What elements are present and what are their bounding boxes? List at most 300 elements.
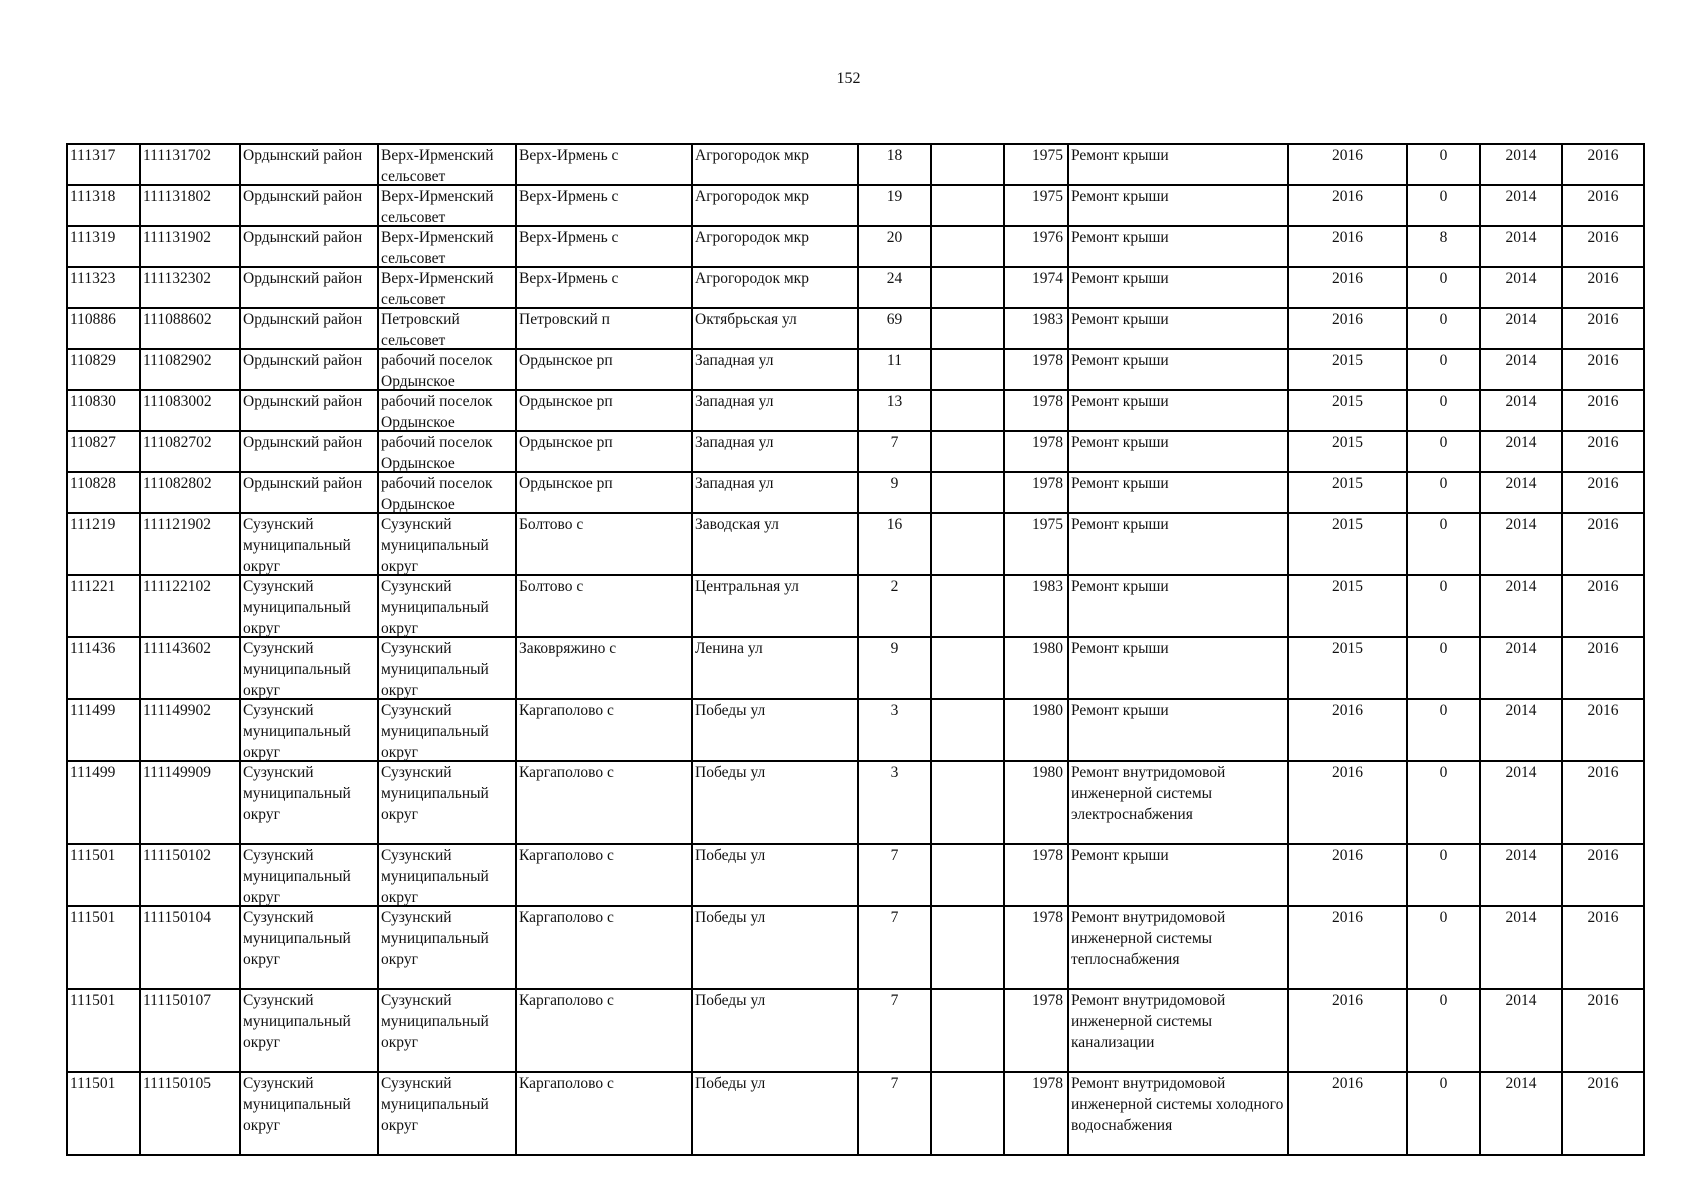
cell-municipality-text: Сузунский муниципальный округ — [381, 516, 489, 574]
cell-work-type-text: Ремонт внутридомовой инженерной системы канализации — [1071, 992, 1226, 1051]
cell-planned-year — [1288, 513, 1407, 575]
cell-street — [692, 575, 858, 637]
cell-building-text — [934, 391, 1001, 430]
table-row — [67, 390, 1644, 431]
cell-build-year-text: 1975 — [1032, 188, 1063, 205]
cell-work-id-text: 111149909 — [143, 764, 212, 781]
cell-house-id — [67, 185, 140, 226]
cell-planned-year-text: 2015 — [1332, 516, 1363, 533]
cell-house-id — [67, 267, 140, 308]
cell-building — [931, 431, 1004, 472]
cell-work-type — [1068, 390, 1288, 431]
cell-house-number — [858, 989, 931, 1072]
cell-build-year-text: 1978 — [1032, 909, 1063, 926]
page-number: 152 — [836, 70, 861, 87]
cell-period-start — [1480, 906, 1562, 989]
cell-municipality-text: Верх-Ирменский сельсовет — [381, 188, 494, 225]
cell-period-end-text: 2016 — [1587, 352, 1619, 369]
cell-work-type-text: Ремонт крыши — [1071, 188, 1169, 205]
cell-street-text: Октябрьская ул — [695, 311, 797, 328]
cell-house-id-text: 111319 — [70, 229, 116, 246]
cell-period-end-text: 2016 — [1587, 1075, 1619, 1092]
cell-value — [1407, 226, 1480, 267]
cell-work-type-text: Ремонт крыши — [1071, 847, 1169, 864]
cell-house-number — [858, 226, 931, 267]
cell-work-id-text: 111149902 — [143, 702, 212, 719]
cell-work-type-text: Ремонт крыши — [1071, 578, 1169, 595]
cell-settlement-text: Каргаполово с — [519, 909, 614, 926]
table-row — [67, 349, 1644, 390]
cell-street — [692, 637, 858, 699]
cell-district — [240, 267, 378, 308]
cell-work-id — [140, 513, 240, 575]
cell-planned-year-text: 2016 — [1332, 311, 1363, 328]
cell-period-start-text: 2014 — [1505, 475, 1537, 492]
cell-district — [240, 226, 378, 267]
cell-building — [931, 185, 1004, 226]
cell-period-end — [1562, 431, 1644, 472]
cell-building-text — [934, 845, 1001, 905]
cell-house-id — [67, 513, 140, 575]
cell-settlement-text: Каргаполово с — [519, 847, 614, 864]
cell-build-year — [1004, 989, 1068, 1072]
cell-period-end-text: 2016 — [1587, 764, 1619, 781]
cell-municipality — [378, 575, 516, 637]
cell-value — [1407, 308, 1480, 349]
cell-value — [1407, 349, 1480, 390]
cell-work-type — [1068, 349, 1288, 390]
cell-district-text: Ордынский район — [243, 147, 363, 164]
cell-work-id-text: 111132302 — [143, 270, 212, 287]
cell-municipality-text: рабочий поселок Ордынское — [381, 352, 493, 389]
cell-period-start — [1480, 989, 1562, 1072]
cell-period-end — [1562, 185, 1644, 226]
cell-planned-year — [1288, 699, 1407, 761]
cell-value — [1407, 637, 1480, 699]
cell-street — [692, 1072, 858, 1155]
cell-work-type-text: Ремонт внутридомовой инженерной системы электроснабжения — [1071, 764, 1226, 823]
cell-value-text: 0 — [1439, 516, 1448, 533]
cell-street-text: Центральная ул — [695, 578, 799, 595]
cell-work-type — [1068, 185, 1288, 226]
table-row — [67, 144, 1644, 185]
cell-build-year-text: 1978 — [1032, 992, 1063, 1009]
cell-municipality-text: Сузунский муниципальный округ — [381, 1075, 489, 1134]
cell-house-id-text: 111221 — [70, 578, 116, 595]
cell-settlement — [516, 699, 692, 761]
cell-house-number-text: 69 — [886, 311, 903, 328]
cell-value — [1407, 431, 1480, 472]
cell-value — [1407, 761, 1480, 844]
cell-settlement-text: Каргаполово с — [519, 702, 614, 719]
cell-district — [240, 390, 378, 431]
cell-house-id — [67, 472, 140, 513]
cell-value-text: 0 — [1439, 352, 1448, 369]
cell-value-text: 0 — [1439, 992, 1448, 1009]
cell-district-text: Сузунский муниципальный округ — [243, 764, 351, 823]
cell-house-number — [858, 699, 931, 761]
cell-district — [240, 844, 378, 906]
cell-street — [692, 185, 858, 226]
cell-municipality-text: Петровский сельсовет — [381, 311, 460, 348]
cell-district-text: Сузунский муниципальный округ — [243, 992, 351, 1051]
cell-value — [1407, 699, 1480, 761]
cell-period-start-text: 2014 — [1505, 311, 1537, 328]
cell-work-id — [140, 637, 240, 699]
cell-period-end-text: 2016 — [1587, 311, 1619, 328]
cell-house-id-text: 110827 — [70, 434, 116, 451]
cell-house-id-text: 111501 — [70, 1075, 116, 1092]
cell-period-end-text: 2016 — [1587, 434, 1619, 451]
cell-district-text: Сузунский муниципальный округ — [243, 640, 351, 698]
cell-street-text: Победы ул — [695, 764, 766, 781]
cell-street-text: Заводская ул — [695, 516, 779, 533]
cell-work-id — [140, 906, 240, 989]
cell-period-end — [1562, 513, 1644, 575]
cell-work-type-text: Ремонт крыши — [1071, 311, 1169, 328]
cell-house-number — [858, 431, 931, 472]
cell-street — [692, 472, 858, 513]
cell-work-type — [1068, 267, 1288, 308]
cell-building-text — [934, 432, 1001, 471]
cell-work-id-text: 111150102 — [143, 847, 212, 864]
cell-work-id-text: 111122102 — [143, 578, 212, 595]
cell-period-end — [1562, 989, 1644, 1072]
cell-period-end — [1562, 144, 1644, 185]
cell-house-id — [67, 390, 140, 431]
cell-value-text: 0 — [1439, 909, 1448, 926]
cell-municipality-text: Верх-Ирменский сельсовет — [381, 229, 494, 266]
cell-street-text: Победы ул — [695, 702, 766, 719]
cell-municipality — [378, 390, 516, 431]
cell-settlement — [516, 761, 692, 844]
cell-district-text: Ордынский район — [243, 352, 363, 369]
cell-work-type-text: Ремонт внутридомовой инженерной системы теплоснабжения — [1071, 909, 1226, 968]
cell-work-id — [140, 989, 240, 1072]
cell-building-text — [934, 907, 1001, 988]
cell-building — [931, 906, 1004, 989]
cell-period-start-text: 2014 — [1505, 270, 1537, 287]
cell-house-number — [858, 390, 931, 431]
cell-settlement — [516, 989, 692, 1072]
cell-build-year — [1004, 390, 1068, 431]
cell-build-year-text: 1978 — [1032, 847, 1063, 864]
cell-work-id — [140, 472, 240, 513]
cell-work-id-text: 111088602 — [143, 311, 212, 328]
cell-district-text: Ордынский район — [243, 311, 363, 328]
cell-district — [240, 575, 378, 637]
cell-period-start-text: 2014 — [1505, 764, 1537, 781]
cell-house-number-text: 13 — [886, 393, 903, 410]
cell-planned-year-text: 2015 — [1332, 578, 1363, 595]
table-body — [67, 144, 1644, 1155]
cell-house-id-text: 110828 — [70, 475, 116, 492]
cell-building-text — [934, 186, 1001, 225]
cell-settlement — [516, 637, 692, 699]
cell-municipality — [378, 699, 516, 761]
cell-period-end — [1562, 699, 1644, 761]
cell-planned-year — [1288, 349, 1407, 390]
cell-period-start-text: 2014 — [1505, 393, 1537, 410]
cell-street-text: Западная ул — [695, 393, 774, 410]
cell-house-id-text: 111317 — [70, 147, 116, 164]
cell-period-start — [1480, 390, 1562, 431]
cell-house-id-text: 111323 — [70, 270, 116, 287]
cell-settlement-text: Ордынское рп — [519, 352, 613, 369]
cell-build-year-text: 1978 — [1032, 1075, 1063, 1092]
cell-work-type-text: Ремонт крыши — [1071, 475, 1169, 492]
cell-settlement-text: Ордынское рп — [519, 475, 613, 492]
cell-street — [692, 699, 858, 761]
cell-work-id — [140, 349, 240, 390]
cell-planned-year-text: 2016 — [1332, 1075, 1363, 1092]
cell-build-year — [1004, 637, 1068, 699]
cell-period-end — [1562, 226, 1644, 267]
cell-house-number-text: 3 — [890, 702, 899, 719]
cell-value — [1407, 906, 1480, 989]
cell-house-id — [67, 906, 140, 989]
cell-building — [931, 472, 1004, 513]
cell-street-text: Агрогородок мкр — [695, 270, 809, 287]
cell-planned-year-text: 2016 — [1332, 702, 1363, 719]
cell-value — [1407, 267, 1480, 308]
cell-build-year — [1004, 844, 1068, 906]
cell-municipality-text: рабочий поселок Ордынское — [381, 475, 493, 512]
cell-planned-year — [1288, 844, 1407, 906]
cell-house-id-text: 111501 — [70, 847, 116, 864]
cell-work-type-text: Ремонт крыши — [1071, 434, 1169, 451]
cell-work-type — [1068, 989, 1288, 1072]
cell-municipality-text: Сузунский муниципальный округ — [381, 847, 489, 905]
cell-house-number-text: 7 — [890, 434, 899, 451]
cell-street-text: Агрогородок мкр — [695, 229, 809, 246]
cell-planned-year — [1288, 226, 1407, 267]
cell-district-text: Сузунский муниципальный округ — [243, 847, 351, 905]
registry-table — [66, 143, 1645, 1156]
cell-planned-year — [1288, 637, 1407, 699]
cell-period-end — [1562, 472, 1644, 513]
cell-street-text: Агрогородок мкр — [695, 147, 809, 164]
cell-value — [1407, 472, 1480, 513]
cell-municipality-text: Верх-Ирменский сельсовет — [381, 270, 494, 307]
cell-work-id-text: 111150107 — [143, 992, 212, 1009]
cell-settlement — [516, 226, 692, 267]
cell-house-id-text: 110829 — [70, 352, 116, 369]
cell-planned-year — [1288, 989, 1407, 1072]
cell-planned-year-text: 2015 — [1332, 475, 1363, 492]
cell-planned-year-text: 2016 — [1332, 992, 1363, 1009]
cell-building-text — [934, 762, 1001, 843]
cell-street — [692, 267, 858, 308]
cell-planned-year — [1288, 575, 1407, 637]
cell-build-year — [1004, 185, 1068, 226]
cell-work-id — [140, 431, 240, 472]
cell-district-text: Ордынский район — [243, 434, 363, 451]
cell-work-id — [140, 226, 240, 267]
cell-build-year-text: 1976 — [1032, 229, 1063, 246]
cell-settlement — [516, 390, 692, 431]
table-row — [67, 989, 1644, 1072]
cell-building — [931, 575, 1004, 637]
cell-period-start-text: 2014 — [1505, 847, 1537, 864]
cell-building — [931, 390, 1004, 431]
cell-building — [931, 226, 1004, 267]
cell-build-year — [1004, 906, 1068, 989]
cell-build-year — [1004, 144, 1068, 185]
cell-street-text: Западная ул — [695, 434, 774, 451]
cell-work-type — [1068, 472, 1288, 513]
cell-period-start — [1480, 513, 1562, 575]
cell-build-year-text: 1978 — [1032, 352, 1063, 369]
cell-settlement — [516, 308, 692, 349]
cell-period-end — [1562, 761, 1644, 844]
cell-work-id — [140, 844, 240, 906]
cell-municipality — [378, 349, 516, 390]
cell-district — [240, 144, 378, 185]
cell-municipality — [378, 185, 516, 226]
cell-house-number-text: 7 — [890, 909, 899, 926]
cell-settlement — [516, 575, 692, 637]
cell-value — [1407, 844, 1480, 906]
cell-period-end-text: 2016 — [1587, 229, 1619, 246]
table-row — [67, 699, 1644, 761]
cell-work-id — [140, 267, 240, 308]
cell-house-number-text: 7 — [890, 992, 899, 1009]
cell-work-id-text: 111150104 — [143, 909, 212, 926]
cell-house-number — [858, 906, 931, 989]
cell-house-number — [858, 844, 931, 906]
cell-work-id — [140, 575, 240, 637]
cell-house-id-text: 111499 — [70, 764, 116, 781]
cell-district — [240, 472, 378, 513]
cell-value-text: 0 — [1439, 702, 1448, 719]
cell-house-number-text: 20 — [886, 229, 903, 246]
cell-build-year-text: 1975 — [1032, 516, 1063, 533]
cell-building — [931, 513, 1004, 575]
cell-house-number-text: 18 — [886, 147, 903, 164]
cell-period-start-text: 2014 — [1505, 434, 1537, 451]
cell-district — [240, 989, 378, 1072]
cell-work-id-text: 111082802 — [143, 475, 212, 492]
cell-work-id-text: 111083002 — [143, 393, 212, 410]
cell-house-number-text: 7 — [890, 847, 899, 864]
cell-work-id — [140, 699, 240, 761]
cell-period-end-text: 2016 — [1587, 992, 1619, 1009]
cell-build-year-text: 1978 — [1032, 475, 1063, 492]
cell-settlement — [516, 844, 692, 906]
cell-value — [1407, 989, 1480, 1072]
cell-build-year — [1004, 699, 1068, 761]
cell-value-text: 0 — [1439, 640, 1448, 657]
cell-period-start-text: 2014 — [1505, 147, 1537, 164]
cell-value-text: 0 — [1439, 311, 1448, 328]
cell-municipality — [378, 761, 516, 844]
cell-house-id — [67, 431, 140, 472]
cell-settlement-text: Верх-Ирмень с — [519, 270, 619, 287]
cell-house-number-text: 24 — [886, 270, 903, 287]
cell-municipality — [378, 637, 516, 699]
cell-district-text: Сузунский муниципальный округ — [243, 702, 351, 760]
cell-district-text: Ордынский район — [243, 393, 363, 410]
cell-house-number-text: 7 — [890, 1075, 899, 1092]
cell-building — [931, 144, 1004, 185]
cell-work-type — [1068, 844, 1288, 906]
cell-municipality-text: Верх-Ирменский сельсовет — [381, 147, 494, 184]
cell-street-text: Западная ул — [695, 352, 774, 369]
cell-planned-year-text: 2016 — [1332, 229, 1363, 246]
cell-house-number — [858, 144, 931, 185]
cell-street — [692, 513, 858, 575]
cell-house-id — [67, 761, 140, 844]
cell-house-number-text: 16 — [886, 516, 903, 533]
cell-planned-year-text: 2016 — [1332, 147, 1363, 164]
cell-work-id-text: 111082702 — [143, 434, 212, 451]
cell-house-id-text: 111318 — [70, 188, 116, 205]
cell-district — [240, 349, 378, 390]
cell-house-id — [67, 308, 140, 349]
cell-work-type-text: Ремонт крыши — [1071, 516, 1169, 533]
cell-work-id-text: 111131802 — [143, 188, 212, 205]
cell-district — [240, 637, 378, 699]
cell-street — [692, 431, 858, 472]
cell-building-text — [934, 990, 1001, 1071]
cell-period-end — [1562, 844, 1644, 906]
cell-settlement-text: Верх-Ирмень с — [519, 229, 619, 246]
cell-planned-year — [1288, 906, 1407, 989]
cell-period-end-text: 2016 — [1587, 847, 1619, 864]
cell-building-text — [934, 473, 1001, 512]
cell-planned-year — [1288, 472, 1407, 513]
cell-house-id-text: 110886 — [70, 311, 116, 328]
cell-municipality — [378, 844, 516, 906]
cell-house-id — [67, 575, 140, 637]
cell-building — [931, 761, 1004, 844]
cell-period-start-text: 2014 — [1505, 640, 1537, 657]
cell-street — [692, 844, 858, 906]
cell-period-start — [1480, 844, 1562, 906]
cell-build-year-text: 1983 — [1032, 311, 1063, 328]
table-row — [67, 267, 1644, 308]
cell-municipality-text: Сузунский муниципальный округ — [381, 702, 489, 760]
cell-district — [240, 906, 378, 989]
cell-period-end-text: 2016 — [1587, 640, 1619, 657]
cell-street — [692, 761, 858, 844]
cell-planned-year-text: 2016 — [1332, 847, 1363, 864]
cell-settlement-text: Заковряжино с — [519, 640, 617, 657]
cell-house-number-text: 9 — [890, 640, 899, 657]
cell-street — [692, 226, 858, 267]
cell-build-year — [1004, 226, 1068, 267]
cell-build-year — [1004, 761, 1068, 844]
cell-build-year-text: 1978 — [1032, 434, 1063, 451]
cell-house-number-text: 11 — [887, 352, 902, 369]
cell-work-id — [140, 1072, 240, 1155]
cell-work-type — [1068, 431, 1288, 472]
cell-house-id-text: 111219 — [70, 516, 116, 533]
cell-house-number-text: 2 — [890, 578, 899, 595]
cell-municipality-text: Сузунский муниципальный округ — [381, 640, 489, 698]
cell-house-number — [858, 349, 931, 390]
cell-planned-year-text: 2015 — [1332, 393, 1363, 410]
cell-house-id-text: 110830 — [70, 393, 116, 410]
cell-building — [931, 267, 1004, 308]
cell-district — [240, 513, 378, 575]
cell-planned-year — [1288, 761, 1407, 844]
cell-municipality — [378, 1072, 516, 1155]
cell-municipality — [378, 472, 516, 513]
cell-house-number — [858, 308, 931, 349]
cell-municipality — [378, 906, 516, 989]
